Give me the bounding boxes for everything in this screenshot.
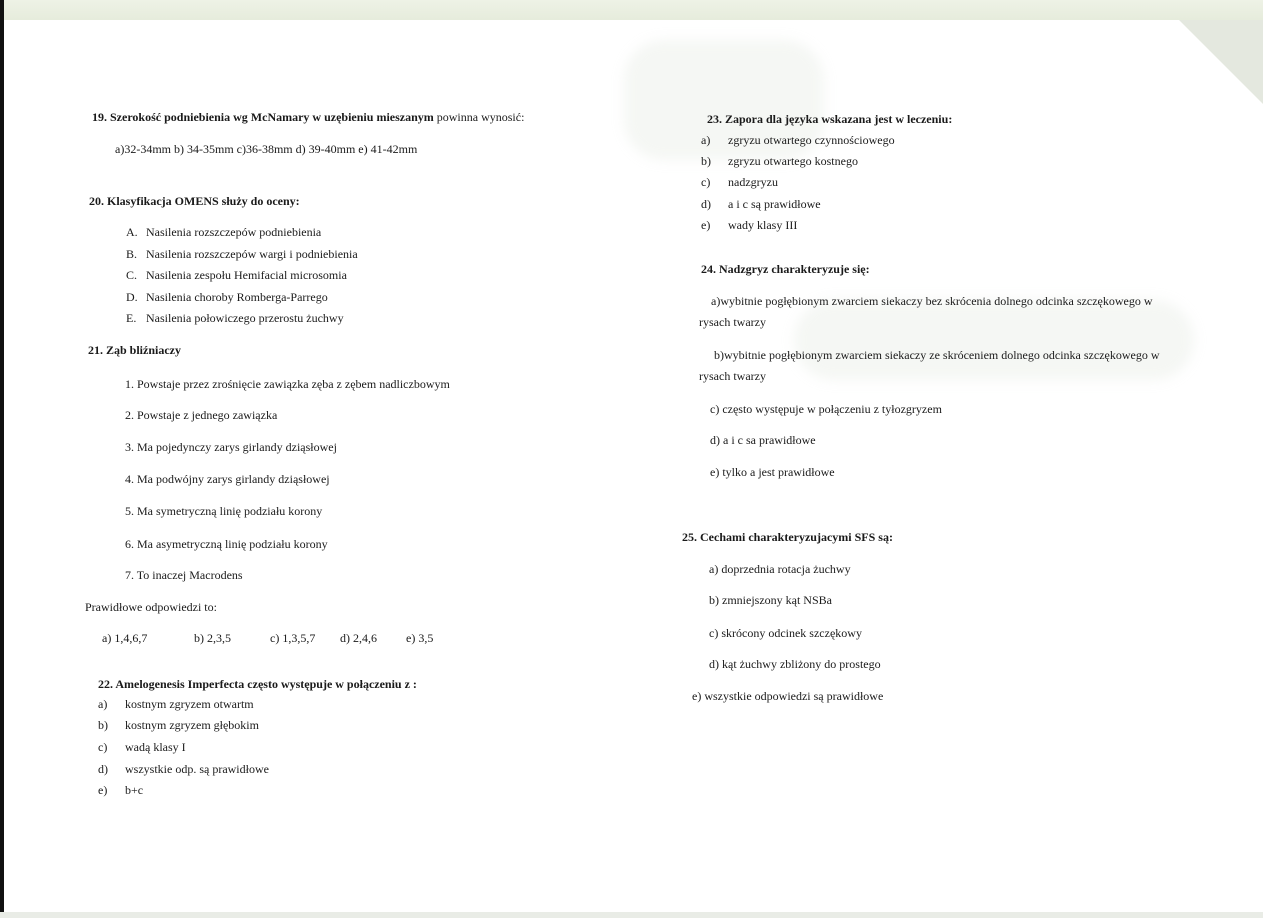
question-23-option: d) a i c są prawidłowe xyxy=(701,197,821,211)
question-23-option: e) wady klasy III xyxy=(701,218,798,232)
question-22-option: d) wszystkie odp. są prawidłowe xyxy=(98,762,269,776)
question-23-title: 23. Zapora dla języka wskazana jest w leczeniu: xyxy=(707,112,953,126)
question-21-answer: b) 2,3,5 xyxy=(194,631,231,645)
bleed-through-shadow xyxy=(794,300,1194,380)
question-25-option: d) kąt żuchwy zbliżony do prostego xyxy=(709,657,881,671)
question-25-option: e) wszystkie odpowiedzi są prawidłowe xyxy=(692,689,884,703)
question-24-option-d: d) a i c sa prawidłowe xyxy=(710,433,816,447)
question-22-option: c) wadą klasy I xyxy=(98,740,186,754)
question-22-option: b) kostnym zgryzem głębokim xyxy=(98,718,259,732)
question-21-statement: 2. Powstaje z jednego zawiązka xyxy=(125,408,278,422)
question-21-statement: 6. Ma asymetryczną linię podziału korony xyxy=(125,537,328,551)
question-23-option: c) nadzgryzu xyxy=(701,175,778,189)
question-24-title: 24. Nadzgryz charakteryzuje się: xyxy=(701,262,870,276)
question-25-option: c) skrócony odcinek szczękowy xyxy=(709,626,862,640)
question-21-statement: 5. Ma symetryczną linię podziału korony xyxy=(125,504,323,518)
question-20-title: 20. Klasyfikacja OMENS służy do oceny: xyxy=(89,194,300,208)
question-23-option: a) zgryzu otwartego czynnościowego xyxy=(701,133,895,147)
question-21-statement: 7. To inaczej Macrodens xyxy=(125,568,243,582)
question-21-answer: a) 1,4,6,7 xyxy=(102,631,148,645)
question-20-option: A. Nasilenia rozszczepów podniebienia xyxy=(126,225,322,239)
question-21-statement: 3. Ma pojedynczy zarys girlandy dziąsłowej xyxy=(125,440,337,454)
scan-left-edge xyxy=(0,0,4,918)
question-21-answer: e) 3,5 xyxy=(406,631,434,645)
question-24-option-e: e) tylko a jest prawidłowe xyxy=(710,465,835,479)
question-24-option-a-cont: rysach twarzy xyxy=(699,315,766,329)
question-24-option-a: a)wybitnie pogłębionym zwarciem siekaczy bez skrócenia dolnego odcinka szczękowego w xyxy=(711,294,1153,308)
scanner-background-bottom xyxy=(0,912,1263,918)
question-20-option: D. Nasilenia choroby Romberga-Parrego xyxy=(126,290,328,304)
question-25-option: a) doprzednia rotacja żuchwy xyxy=(709,562,851,576)
question-24-option-b-cont: rysach twarzy xyxy=(699,369,766,383)
question-21-statement: 4. Ma podwójny zarys girlandy dziąsłowej xyxy=(125,472,330,486)
question-21-answer: d) 2,4,6 xyxy=(340,631,377,645)
question-24-option-c: c) często występuje w połączeniu z tyłozgryzem xyxy=(710,402,942,416)
question-25-title: 25. Cechami charakteryzujacymi SFS są: xyxy=(682,530,893,544)
question-21-title: 21. Ząb bliźniaczy xyxy=(88,343,182,357)
question-21-answer-prompt: Prawidłowe odpowiedzi to: xyxy=(85,600,217,614)
question-20-option: B. Nasilenia rozszczepów wargi i podniebienia xyxy=(126,247,358,261)
question-24-option-b: b)wybitnie pogłębionym zwarciem siekaczy ze skróceniem dolnego odcinka szczękowego w xyxy=(714,348,1160,362)
scanner-background-top xyxy=(0,0,1263,20)
question-20-option: E. Nasilenia połowiczego przerostu żuchwy xyxy=(126,311,344,325)
question-22-option: a) kostnym zgryzem otwartm xyxy=(98,697,254,711)
question-22-title: 22. Amelogenesis Imperfecta często występuje w połączeniu z : xyxy=(98,677,417,691)
question-19-options: a)32-34mm b) 34-35mm c)36-38mm d) 39-40mm e) 41-42mm xyxy=(115,142,418,156)
question-21-statement: 1. Powstaje przez zrośnięcie zawiązka zęba z zębem nadliczbowym xyxy=(125,377,450,391)
question-20-option: C. Nasilenia zespołu Hemifacial microsomia xyxy=(126,268,347,282)
question-22-option: e) b+c xyxy=(98,783,144,797)
question-19-title: 19. Szerokość podniebienia wg McNamary w uzębieniu mieszanym powinna wynosić: xyxy=(92,110,525,124)
question-25-option: b) zmniejszony kąt NSBa xyxy=(709,593,832,607)
question-23-option: b) zgryzu otwartego kostnego xyxy=(701,154,858,168)
question-21-answer: c) 1,3,5,7 xyxy=(270,631,316,645)
